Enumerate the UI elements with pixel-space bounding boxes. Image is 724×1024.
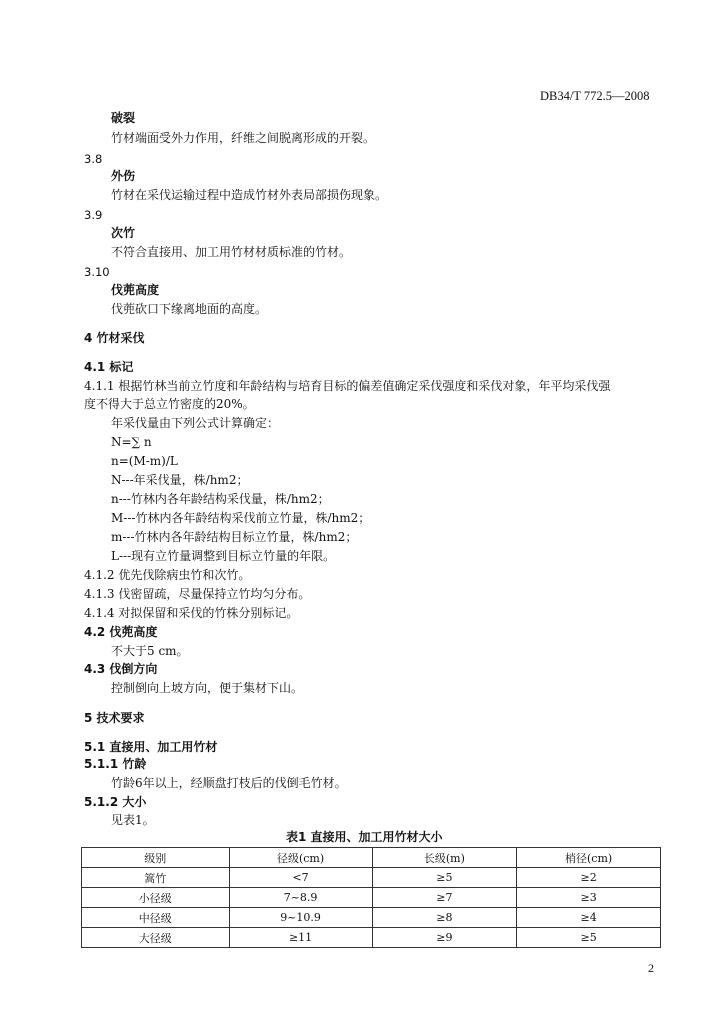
table-header-cell: 长级(m) <box>372 848 517 868</box>
formula-var-M: M---竹林内各年龄结构采伐前立竹量，株/hm2； <box>111 511 371 525</box>
section-4-1-title: 4.1 标记 <box>84 360 134 374</box>
table-row <box>82 868 661 888</box>
term-external-damage: 外伤 <box>111 169 136 183</box>
formula-var-m: m---竹林内各年龄结构目标立竹量，株/hm2； <box>111 530 358 544</box>
clause-4-1-3: 4.1.3 伐密留疏，尽量保持立竹均匀分布。 <box>84 587 311 601</box>
formula-2: n=(M-m)/L <box>111 454 178 468</box>
table-cell: <7 <box>229 868 372 888</box>
term-external-damage-desc: 竹材在采伐运输过程中造成竹材外表局部损伤现象。 <box>111 188 388 202</box>
table-cell: ≥5 <box>372 868 517 888</box>
table-cell: ≥2 <box>517 868 661 888</box>
term-rupture: 破裂 <box>111 111 136 125</box>
section-4-3-text: 控制倒向上坡方向，便于集材下山。 <box>111 681 304 695</box>
table-cell: 9~10.9 <box>229 908 372 928</box>
table-1-caption: 表1 直接用、加工用竹材大小 <box>286 830 443 844</box>
table-header-cell: 梢径(cm) <box>517 848 661 868</box>
section-5-1-1-text: 竹龄6年以上，经顺盘打枝后的伐倒毛竹材。 <box>111 776 347 790</box>
formula-intro: 年采伐量由下列公式计算确定： <box>111 416 280 430</box>
formula-1: N=∑ n <box>111 435 152 449</box>
section-4-title: 4 竹材采伐 <box>84 331 145 345</box>
term-inferior-bamboo-desc: 不符合直接用、加工用竹材材质标准的竹材。 <box>111 245 352 259</box>
section-4-3-title: 4.3 伐倒方向 <box>84 662 158 676</box>
term-stump-height: 伐蔸高度 <box>111 283 160 297</box>
table-row <box>82 908 661 928</box>
bamboo-size-table <box>81 847 661 948</box>
clause-3-8-number: 3.8 <box>84 152 103 166</box>
section-4-2-text: 不大于5 cm。 <box>111 644 189 658</box>
clause-4-1-2: 4.1.2 优先伐除病虫竹和次竹。 <box>84 568 251 582</box>
clause-3-10-number: 3.10 <box>84 265 110 279</box>
table-cell: ≥5 <box>517 928 661 948</box>
section-5-title: 5 技术要求 <box>84 711 145 725</box>
table-row <box>82 888 661 908</box>
table-cell: 7~8.9 <box>229 888 372 908</box>
clause-4-1-4: 4.1.4 对拟保留和采伐的竹株分别标记。 <box>84 606 299 620</box>
doc-code-header: DB34/T 772.5—2008 <box>540 89 650 103</box>
clause-4-1-1-line1: 4.1.1 根据竹林当前立竹度和年龄结构与培育目标的偏差值确定采伐强度和采伐对象，年平均采伐强 <box>84 379 611 393</box>
table-cell: 中径级 <box>82 908 230 928</box>
table-header-row <box>82 848 661 868</box>
section-5-1-1-title: 5.1.1 竹龄 <box>84 757 147 771</box>
term-stump-height-desc: 伐蔸砍口下缘离地面的高度。 <box>111 302 268 316</box>
term-inferior-bamboo: 次竹 <box>111 226 136 240</box>
section-5-1-2-text: 见表1。 <box>111 813 155 827</box>
table-header-cell: 径级(cm) <box>229 848 372 868</box>
table-cell: 篙竹 <box>82 868 230 888</box>
term-rupture-desc: 竹材端面受外力作用，纤维之间脱离形成的开裂。 <box>111 131 376 145</box>
table-row <box>82 928 661 948</box>
formula-var-L: L---现有立竹量调整到目标立竹量的年限。 <box>111 549 336 563</box>
formula-var-N: N---年采伐量，株/hm2； <box>111 473 249 487</box>
table-cell: ≥4 <box>517 908 661 928</box>
section-4-2-title: 4.2 伐蔸高度 <box>84 625 158 639</box>
table-cell: ≥11 <box>229 928 372 948</box>
table-cell: ≥8 <box>372 908 517 928</box>
table-cell: 小径级 <box>82 888 230 908</box>
formula-var-n: n---竹林内各年龄结构采伐量，株/hm2； <box>111 492 330 506</box>
clause-4-1-1-line2: 度不得大于总立竹密度的20%。 <box>84 397 255 411</box>
table-cell: 大径级 <box>82 928 230 948</box>
table-cell: ≥9 <box>372 928 517 948</box>
section-5-1-2-title: 5.1.2 大小 <box>84 795 147 809</box>
page-number: 2 <box>648 961 654 975</box>
table-cell: ≥3 <box>517 888 661 908</box>
clause-3-9-number: 3.9 <box>84 208 103 222</box>
section-5-1-title: 5.1 直接用、加工用竹材 <box>84 740 218 754</box>
table-header-cell: 级别 <box>82 848 230 868</box>
table-cell: ≥7 <box>372 888 517 908</box>
